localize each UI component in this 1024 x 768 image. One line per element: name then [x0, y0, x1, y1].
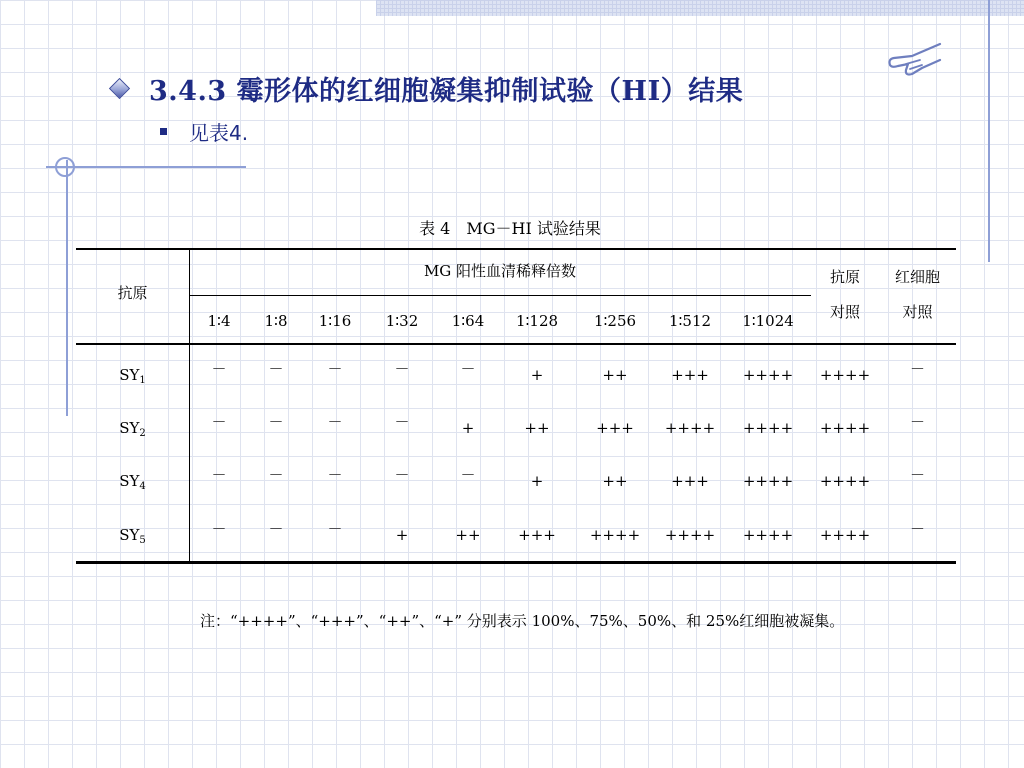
- antigen-subscript: 4: [139, 481, 146, 492]
- rbc-control-cell: －: [909, 466, 925, 484]
- hi-result-cell: －: [394, 466, 410, 484]
- hi-result-cell: ++: [602, 472, 628, 490]
- table-caption: 表 4 MG－HI 试验结果: [419, 219, 601, 238]
- table-group-underline: [189, 295, 811, 296]
- hi-result-cell: －: [268, 413, 284, 431]
- header-antigen-control-line1: 抗原: [829, 268, 860, 286]
- header-dilution-group: MG 阳性血清稀释倍数: [423, 262, 577, 280]
- left-vertical-rule: [66, 160, 68, 416]
- hi-result-cell: ++++: [589, 526, 641, 544]
- hi-result-cell: －: [327, 413, 343, 431]
- dilution-header: 1∶128: [515, 312, 559, 330]
- dilution-header: 1∶32: [385, 312, 419, 330]
- antigen-label: SY: [119, 419, 140, 437]
- hi-result-cell: ++: [524, 419, 550, 437]
- header-antigen-control-line2: 对照: [829, 303, 860, 321]
- antigen-control-cell: ++++: [819, 419, 871, 437]
- dilution-header: 1∶16: [318, 312, 352, 330]
- table-header-rule: [76, 343, 956, 345]
- diamond-bullet-icon: [109, 77, 130, 98]
- hi-result-cell: ++++: [742, 526, 794, 544]
- table-footnote: 注：“++++”、“+++”、“++”、“+” 分别表示 100%、75%、50%、和 25%红细胞被凝集。: [200, 612, 845, 630]
- rbc-control-cell: －: [909, 413, 925, 431]
- hi-result-cell: －: [327, 520, 343, 538]
- hi-result-cell: +++: [671, 366, 709, 384]
- right-vertical-rule: [988, 0, 990, 262]
- hi-result-cell: +++: [671, 472, 709, 490]
- hi-result-cell: －: [268, 466, 284, 484]
- hi-result-cell: －: [327, 466, 343, 484]
- header-antigen: 抗原: [117, 284, 148, 302]
- subtitle-row: [160, 116, 248, 146]
- hi-results-table: [76, 248, 956, 564]
- hi-result-cell: －: [211, 520, 227, 538]
- antigen-label: SY: [119, 526, 140, 544]
- hi-result-cell: ++++: [664, 419, 716, 437]
- hi-result-cell: ++++: [664, 526, 716, 544]
- hi-result-cell: －: [327, 360, 343, 378]
- row-antigen-name: [76, 524, 189, 552]
- dilution-header: 1∶256: [593, 312, 637, 330]
- hi-result-cell: +++: [518, 526, 556, 544]
- antigen-subscript: 2: [139, 428, 146, 439]
- antigen-control-cell: ++++: [819, 366, 871, 384]
- table-top-rule: [76, 248, 956, 250]
- slide-subtitle: 见表4.: [189, 120, 249, 145]
- dilution-header: 1∶8: [264, 312, 288, 330]
- top-decor-band: [376, 0, 1024, 16]
- header-rbc-control-line1: 红细胞: [894, 268, 940, 286]
- antigen-label: SY: [119, 366, 140, 384]
- hi-result-cell: －: [460, 360, 476, 378]
- dilution-header: 1∶64: [451, 312, 485, 330]
- hi-result-cell: ++++: [742, 419, 794, 437]
- hi-result-cell: ++++: [742, 472, 794, 490]
- hi-result-cell: －: [460, 466, 476, 484]
- antigen-label: SY: [119, 472, 140, 490]
- antigen-control-cell: ++++: [819, 472, 871, 490]
- hi-result-cell: －: [268, 520, 284, 538]
- hi-result-cell: ++++: [742, 366, 794, 384]
- table-antigen-divider: [189, 248, 190, 564]
- rbc-control-cell: －: [909, 520, 925, 538]
- table-bottom-rule: [76, 561, 956, 564]
- hi-result-cell: －: [394, 360, 410, 378]
- hi-result-cell: ++: [455, 526, 481, 544]
- slide-title-row: [108, 66, 743, 110]
- row-antigen-name: [76, 417, 189, 445]
- pointing-hand-icon: [886, 38, 942, 78]
- hi-result-cell: +++: [596, 419, 634, 437]
- antigen-control-cell: ++++: [819, 526, 871, 544]
- hi-result-cell: +: [461, 419, 475, 437]
- hi-result-cell: －: [211, 413, 227, 431]
- row-antigen-name: [76, 470, 189, 498]
- hi-result-cell: +: [395, 526, 409, 544]
- antigen-subscript: 1: [139, 375, 146, 386]
- hi-result-cell: －: [211, 360, 227, 378]
- left-horizontal-rule: [46, 166, 246, 168]
- row-antigen-name: [76, 364, 189, 392]
- dilution-header: 1∶4: [207, 312, 231, 330]
- header-rbc-control-line2: 对照: [902, 303, 933, 321]
- dilution-header: 1∶1024: [742, 312, 794, 330]
- hi-result-cell: －: [211, 466, 227, 484]
- square-bullet-icon: [160, 128, 167, 135]
- hi-result-cell: －: [394, 413, 410, 431]
- hi-result-cell: +: [530, 472, 544, 490]
- rule-circle-ornament: [55, 157, 75, 177]
- slide-title: 3.4.3 霉形体的红细胞凝集抑制试验（HI）结果: [149, 75, 744, 107]
- hi-result-cell: +: [530, 366, 544, 384]
- rbc-control-cell: －: [909, 360, 925, 378]
- hi-result-cell: －: [268, 360, 284, 378]
- dilution-header: 1∶512: [668, 312, 712, 330]
- hi-result-cell: ++: [602, 366, 628, 384]
- antigen-subscript: 5: [139, 535, 146, 546]
